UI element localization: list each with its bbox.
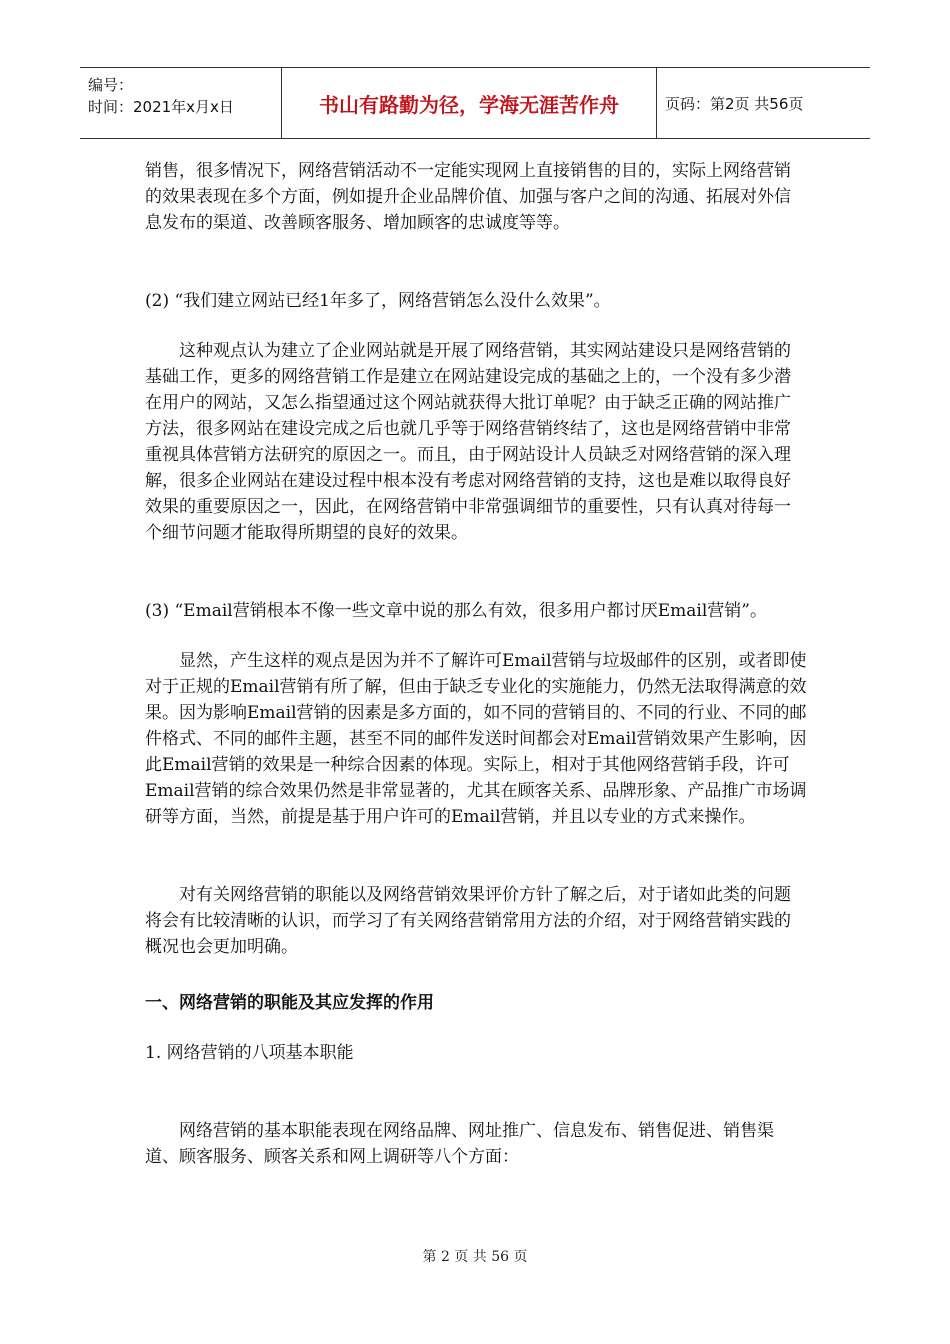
paragraph-summary: 对有关网络营销的职能以及网络营销效果评价方针了解之后，对于诸如此类的问题将会有比较清晰的认识，而学习了有关网络营销常用方法的介绍，对于网络营销实践的概况也会更加明确。 (145, 885, 791, 957)
misconception-2: (2) “我们建立网站已经1年多了，网络营销怎么没什么效果”。 (145, 291, 611, 311)
header-meta (80, 68, 282, 138)
paragraph-website-explanation: 这种观点认为建立了企业网站就是开展了网络营销，其实网站建设只是网络营销的基础工作，更多的网络营销工作是建立在网站建设完成的基础之上的，一个没有多少潜在用户的网站，又怎么指望通过这个网站就获得大批订单呢？由于缺乏正确的网站推广方法，很多网站在建设完成之后也就几乎等于网络营销终结了，这也是网络营销中非常重视具体营销方法研究的原因之一。而且，由于网站设计人员缺乏对网络营销的深入理解，很多企业网站在建设过程中根本没有考虑对网络营销的支持，这也是难以取得良好效果的重要原因之一，因此，在网络营销中非常强调细节的重要性，只有认真对待每一个细节问题才能取得所期望的良好的效果。 (145, 341, 791, 543)
paragraph-continuation: 销售，很多情况下，网络营销活动不一定能实现网上直接销售的目的，实际上网络营销的效果表现在多个方面，例如提升企业品牌价值、加强与客户之间的沟通、拓展对外信息发布的渠道、改善顾客服务、增加顾客的忠诚度等等。 (145, 161, 791, 233)
page-header (80, 67, 870, 139)
paragraph-email-explanation: 显然，产生这样的观点是因为并不了解许可Email营销与垃圾邮件的区别，或者即使对于正规的Email营销有所了解，但由于缺乏专业化的实施能力，仍然无法取得满意的效果。因为影响Email营销的因素是多方面的，如不同的营销目的、不同的行业、不同的邮件格式、不同的邮件主题，甚至不同的邮件发送时间都会对Email营销效果产生影响，因此Email营销的效果是一种综合因素的体现。实际上，相对于其他网络营销手段，许可Email营销的综合效果仍然是非常显著的，尤其在顾客关系、品牌形象、产品推广市场调研等方面，当然，前提是基于用户许可的Email营销，并且以专业的方式来操作。 (145, 651, 807, 827)
header-motto: 书山有路勤为径，学海无涯苦作舟 (282, 68, 657, 138)
document-time-label: 时间：2021年x月x日 (88, 98, 234, 116)
header-page-info: 页码：第2页 共56页 (665, 94, 804, 113)
section-heading: 一、网络营销的职能及其应发挥的作用 (145, 993, 434, 1013)
document-number-label: 编号： (88, 76, 134, 94)
document-body (145, 158, 807, 1170)
page-footer: 第 2 页 共 56 页 (422, 1249, 528, 1265)
misconception-3: (3) “Email营销根本不像一些文章中说的那么有效，很多用户都讨厌Email营销”。 (145, 601, 767, 621)
subsection-heading: 1. 网络营销的八项基本职能 (145, 1043, 354, 1063)
paragraph-functions: 网络营销的基本职能表现在网络品牌、网址推广、信息发布、销售促进、销售渠道、顾客服务、顾客关系和网上调研等八个方面： (145, 1121, 774, 1167)
